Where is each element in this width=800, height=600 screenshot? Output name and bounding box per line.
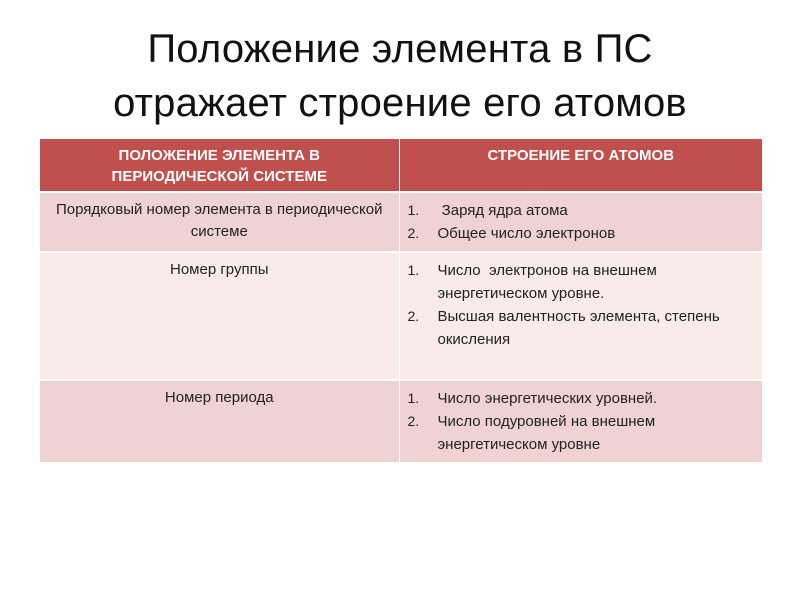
table-header-row (40, 139, 762, 192)
structure-cell (399, 252, 762, 380)
list-number: 2. (407, 413, 420, 429)
structure-list (408, 387, 755, 456)
list-text: Общее число электронов (437, 225, 616, 242)
table-row (40, 380, 762, 462)
list-number: 1. (407, 202, 420, 218)
slide-title-line-1: Положение элемента в ПС (147, 27, 653, 71)
list-number: 1. (407, 262, 420, 278)
list-item (408, 305, 755, 351)
list-number: 1. (407, 390, 420, 406)
position-cell: Номер группы (40, 252, 399, 380)
list-text: Высшая валентность элемента, степень окисления (437, 308, 720, 348)
position-cell: Номер периода (40, 380, 399, 462)
structure-list (408, 259, 755, 351)
list-item (408, 410, 755, 456)
list-item (408, 259, 755, 305)
table-row (40, 252, 762, 380)
list-number: 2. (407, 225, 420, 241)
list-item (408, 387, 755, 410)
table-row (40, 192, 762, 252)
position-cell: Порядковый номер элемента в периодической системе (40, 192, 399, 252)
list-text: Число электронов на внешнем энергетическом уровне. (437, 262, 661, 302)
header-cell-position: ПОЛОЖЕНИЕ ЭЛЕМЕНТА В ПЕРИОДИЧЕСКОЙ СИСТЕМЕ (40, 139, 399, 192)
structure-list (408, 199, 755, 245)
structure-cell (399, 192, 762, 252)
list-item (408, 222, 755, 245)
list-item (408, 199, 755, 222)
list-text: Заряд ядра атома (437, 202, 568, 219)
list-text: Число подуровней на внешнем энергетическом уровне (437, 413, 656, 453)
slide-title (0, 22, 800, 130)
element-structure-table (40, 139, 762, 462)
list-number: 2. (407, 308, 420, 324)
header-cell-structure: СТРОЕНИЕ ЕГО АТОМОВ (399, 139, 762, 192)
list-text: Число энергетических уровней. (437, 390, 658, 407)
structure-cell (399, 380, 762, 462)
slide-title-line-2: отражает строение его атомов (113, 81, 687, 125)
